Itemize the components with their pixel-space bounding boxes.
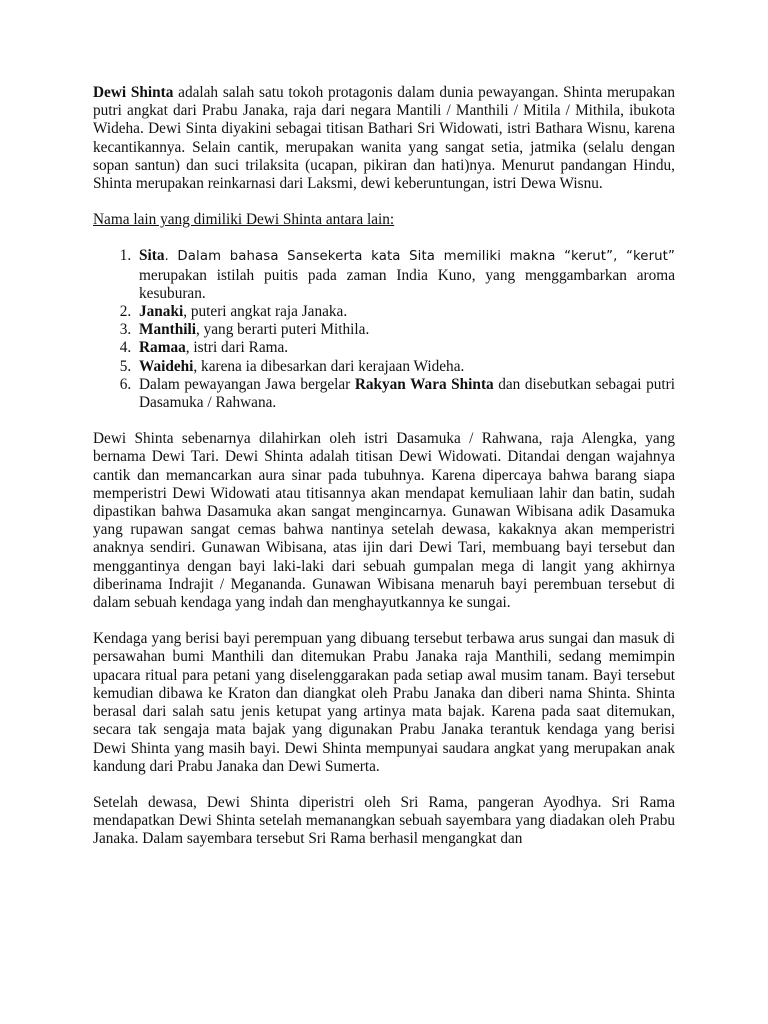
intro-text: adalah salah satu tokoh protagonis dalam dunia pewayangan. Shinta merupakan putri angkat dari Prabu Janaka, raja dari negara Mantili / Manthili / Mitila / Mithila, ibukota Wideha. Dewi Sinta diyakini sebagai titisan Bathari Sri Widowati, istri Bathara Wisnu, karena kecantikannya. Selain cantik, merupakan wanita yang sangat setia, jatmika (selalu dengan sopan santun) dan suci trilaksita (ucapan, pikiran dan hati)nya. Menurut pandangan Hindu, Shinta merupakan reinkarnasi dari Laksmi, dewi keberuntungan, istri Dewa Wisnu. — [93, 84, 675, 193]
body-paragraph: Kendaga yang berisi bayi perempuan yang dibuang tersebut terbawa arus sungai dan masuk di persawahan bumi Manthili dan ditemukan Prabu Janaka raja Manthili, sedang memimpin upacara ritual para petani yang diselenggarakan pada setiap awal musim tanam. Bayi tersebut kemudian dibawa ke Kraton dan diangkat oleh Prabu Janaka dan diberi nama Shinta. Shinta berasal dari salah satu jenis ketupat yang artinya mata bajak. Karena pada saat ditemukan, secara tak sengaja mata bajak yang digunakan Prabu Janaka terantuk kendaga yang berisi Dewi Shinta yang masih bayi. Dewi Shinta mempunyai saudara angkat yang merupakan anak kandung dari Prabu Janaka dan Dewi Sumerta. — [93, 630, 675, 775]
list-item-text: dan disebutkan sebagai putri Dasamuka / Rahwana. — [139, 375, 675, 412]
list-item-pre: Dalam pewayangan Jawa bergelar — [139, 375, 355, 393]
body-paragraph: Dewi Shinta sebenarnya dilahirkan oleh istri Dasamuka / Rahwana, raja Alengka, yang bernama Dewi Tari. Dewi Shinta adalah titisan Dewi Widowati. Ditandai dengan wajahnya cantik dan memancarkan aura sinar pada tubuhnya. Karena dipercaya bahwa barang siapa memperistri Dewi Widowati atau titisannya akan mendapat kemuliaan lahir dan batin, sudah dipastikan bahwa Dasamuka akan sangat mengincarnya. Gunawan Wibisana adik Dasamuka yang rupawan sangat cemas bahwa nantinya setelah dewasa, kakaknya akan memperistri anaknya sendiri. Gunawan Wibisana, atas ijin dari Dewi Tari, membuang bayi tersebut dan menggantinya dengan bayi laki-laki dari sebuah gumpalan mega di langit yang akhirnya diberinama Indrajit / Megananda. Gunawan Wibisana menaruh bayi perembuan tersebut di dalam sebuah kendaga yang indah dan menghayutkannya ke sungai. — [93, 430, 675, 612]
list-item-bold: Sita — [139, 247, 165, 265]
list-item-text: , karena ia dibesarkan dari kerajaan Wideha. — [193, 357, 465, 375]
list-item-text: , puteri angkat raja Janaka. — [183, 303, 348, 321]
names-list — [93, 247, 675, 412]
list-item — [135, 321, 675, 339]
list-item-bold: Ramaa — [139, 339, 186, 357]
list-item-bold: Waidehi — [139, 357, 194, 375]
list-item — [135, 376, 675, 412]
list-item-bold: Janaki — [139, 303, 184, 321]
list-item-text: merupakan istilah puitis pada zaman India Kuno, yang menggambarkan aroma kesuburan. — [139, 266, 675, 302]
list-item-text: , yang berarti puteri Mithila. — [195, 321, 370, 339]
intro-name: Dewi Shinta — [93, 84, 174, 101]
document-page — [93, 84, 675, 849]
list-item-sans: . Dalam bahasa Sansekerta kata Sita memiliki makna “kerut”, “kerut” — [164, 249, 675, 265]
intro-paragraph — [93, 84, 675, 193]
list-item-bold: Rakyan Wara Shinta — [354, 375, 494, 393]
list-item — [135, 247, 675, 303]
names-heading: Nama lain yang dimiliki Dewi Shinta antara lain: — [93, 211, 395, 229]
list-item — [135, 339, 675, 357]
body-paragraph: Setelah dewasa, Dewi Shinta diperistri oleh Sri Rama, pangeran Ayodhya. Sri Rama mendapatkan Dewi Shinta setelah memanangkan sebuah sayembara yang diadakan oleh Prabu Janaka. Dalam sayembara tersebut Sri Rama berhasil mengangkat dan — [93, 793, 675, 848]
list-item — [135, 303, 675, 321]
list-item-bold: Manthili — [139, 321, 196, 339]
list-item — [135, 358, 675, 376]
list-item-text: , istri dari Rama. — [185, 339, 289, 357]
